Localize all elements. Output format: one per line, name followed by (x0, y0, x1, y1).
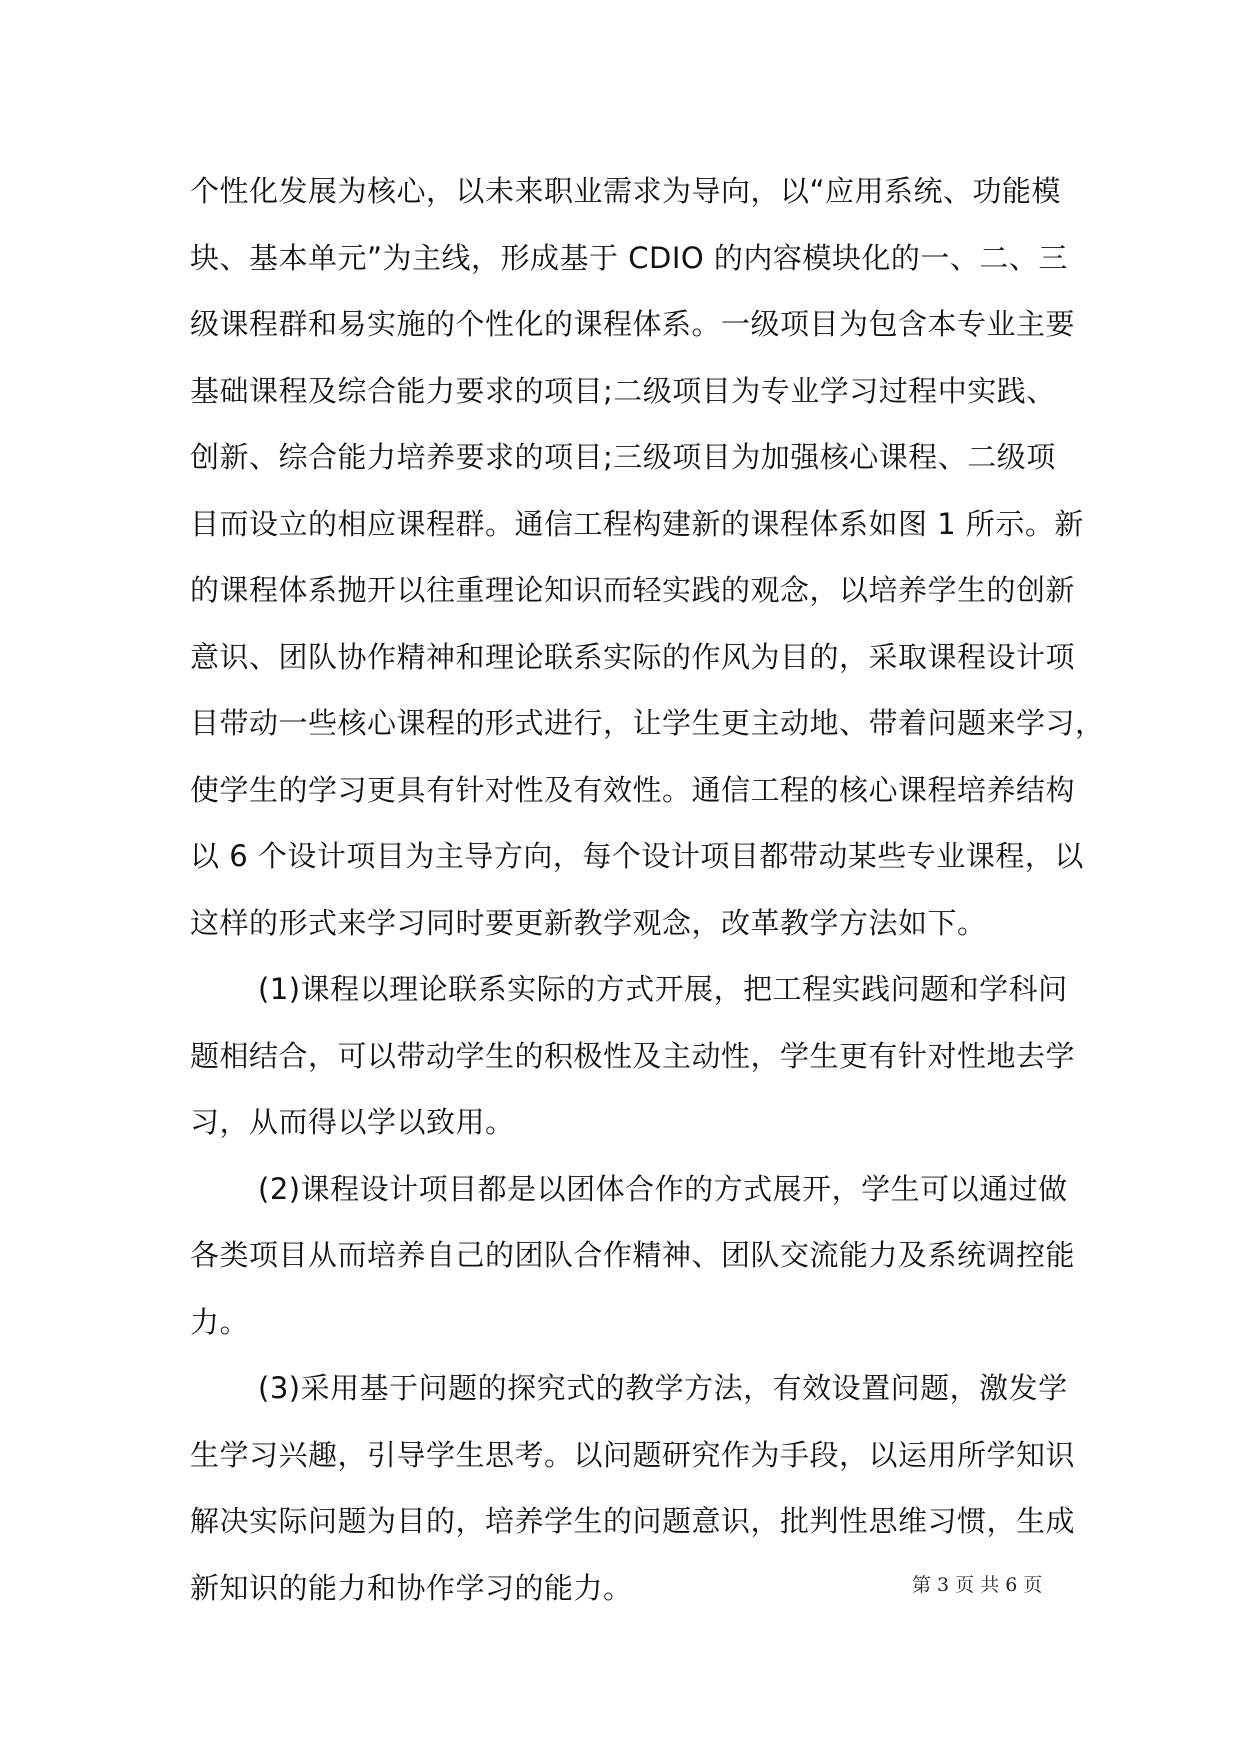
paragraph (190, 956, 1076, 1156)
text-line: 基础课程及综合能力要求的项目;二级项目为专业学习过程中实践、 (190, 373, 1056, 408)
text-line: (2)课程设计项目都是以团体合作的方式展开，学生可以通过做 (258, 1171, 1068, 1206)
text-line: 块、基本单元”为主线，形成基于 CDIO 的内容模块化的一、二、三 (190, 240, 1068, 275)
text-line: (3)采用基于问题的探究式的教学方法，有效设置问题，激发学 (258, 1371, 1068, 1405)
text-line: 个性化发展为核心，以未来职业需求为导向，以“应用系统、功能模 (190, 174, 1062, 208)
text-line: 习，从而得以学以致用。 (190, 1105, 515, 1139)
text-line: 创新、综合能力培养要求的项目;三级项目为加强核心课程、二级项 (190, 440, 1056, 474)
text-line: 解决实际问题为目的，培养学生的问题意识，批判性思维习惯，生成 (190, 1504, 1076, 1538)
text-line: 力。 (190, 1304, 250, 1339)
text-line: 生学习兴趣，引导学生思考。以问题研究作为手段，以运用所学知识 (190, 1437, 1076, 1472)
text-line: 的课程体系抛开以往重理论知识而轻实践的观念，以培养学生的创新 (190, 573, 1076, 607)
text-line: 意识、团队协作精神和理论联系实际的作风为目的，采取课程设计项 (190, 639, 1076, 674)
document-body (190, 158, 1105, 1621)
text-line: 各类项目从而培养自己的团队合作精神、团队交流能力及系统调控能 (190, 1238, 1076, 1272)
text-line: 题相结合，可以带动学生的积极性及主动性，学生更有针对性地去学 (190, 1038, 1076, 1073)
text-line: 新知识的能力和协作学习的能力。 (190, 1570, 633, 1605)
text-line: 目带动一些核心课程的形式进行，让学生更主动地、带着问题来学习， (190, 706, 1105, 740)
page-footer: 第 3 页 共 6 页 (912, 1574, 1043, 1596)
text-line: (1)课程以理论联系实际的方式开展，把工程实践问题和学科问 (258, 972, 1068, 1006)
paragraph (190, 158, 1105, 956)
text-line: 目而设立的相应课程群。通信工程构建新的课程体系如图 1 所示。新 (190, 506, 1084, 541)
text-line: 这样的形式来学习同时要更新教学观念，改革教学方法如下。 (190, 905, 987, 940)
text-line: 级课程群和易实施的个性化的课程体系。一级项目为包含本专业主要 (190, 307, 1076, 341)
text-line: 使学生的学习更具有针对性及有效性。通信工程的核心课程培养结构 (190, 772, 1076, 807)
text-line: 以 6 个设计项目为主导方向，每个设计项目都带动某些专业课程，以 (190, 839, 1084, 873)
paragraph (190, 1156, 1076, 1356)
